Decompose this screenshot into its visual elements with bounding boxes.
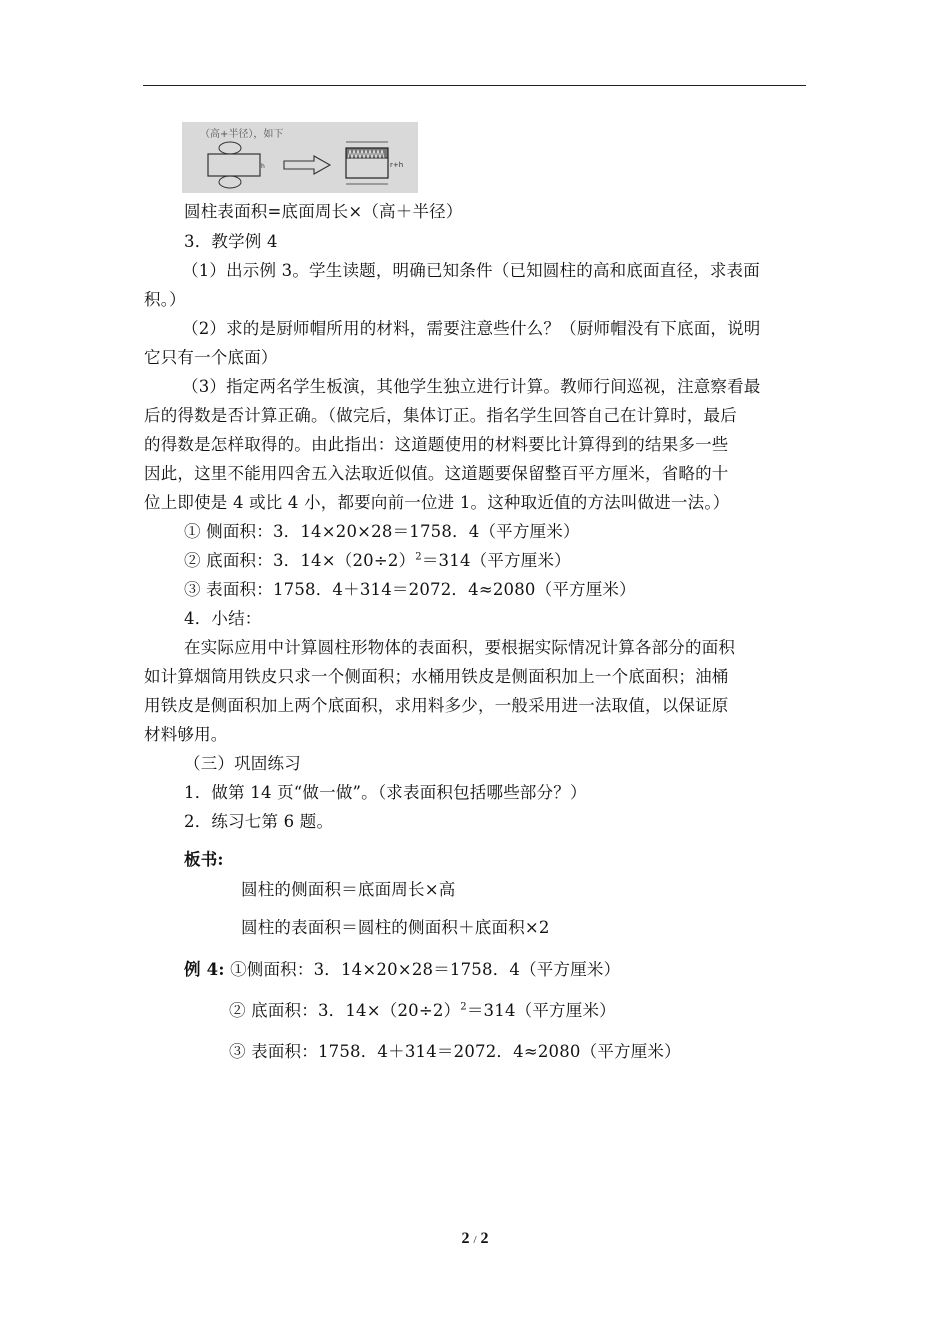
text-line: 的得数是怎样取得的。由此指出：这道题使用的材料要比计算得到的结果多一些 — [144, 435, 729, 454]
svg-text:r+h: r+h — [390, 161, 404, 169]
text-line: （3）指定两名学生板演，其他学生独立进行计算。教师行间巡视，注意察看最 — [182, 377, 761, 396]
section-heading: （三）巩固练习 — [184, 754, 301, 773]
text-line: 位上即使是 4 或比 4 小，都要向前一位进 1。这种取近值的方法叫做进一法。） — [144, 493, 730, 512]
text-line: （2）求的是厨师帽所用的材料，需要注意些什么？（厨师帽没有下底面，说明 — [182, 319, 761, 338]
text-line: 1．做第 14 页“做一做”。（求表面积包括哪些部分？） — [184, 783, 587, 802]
example-line: ③ 表面积：1758．4＋314＝2072．4≈2080（平方厘米） — [229, 1042, 681, 1061]
board-title: 板书: — [184, 850, 224, 869]
board-formula: 圆柱的侧面积＝底面周长×高 — [241, 880, 456, 899]
header-rule — [143, 85, 806, 86]
text-line: 2．练习七第 6 题。 — [184, 812, 334, 831]
text-line: 用铁皮是侧面积加上两个底面积，求用料多少，一般采用进一法取值，以保证原 — [144, 696, 729, 715]
board-formula: 圆柱的表面积＝圆柱的侧面积＋底面积×2 — [241, 918, 550, 937]
text-line: 材料够用。 — [144, 725, 228, 744]
example-label: 例 4: — [184, 960, 225, 979]
text-line: 后的得数是否计算正确。（做完后，集体订正。指名学生回答自己在计算时，最后 — [144, 406, 737, 425]
page-number: 2 / 2 — [461, 1230, 489, 1247]
example-line: ② 底面积：3．$14\times(20\div 2)^2=314$（平方厘米） — [229, 1001, 616, 1020]
svg-text:h: h — [261, 163, 265, 170]
figure-caption: （高+半径），如下 — [200, 129, 284, 140]
text-line: 它只有一个底面） — [144, 348, 278, 367]
section-heading: 4．小结： — [184, 609, 262, 628]
calc-line: ② 底面积：3．$14\times(20\div 2)^2=314$（平方厘米） — [184, 551, 571, 570]
text-line: 在实际应用中计算圆柱形物体的表面积，要根据实际情况计算各部分的面积 — [184, 638, 736, 657]
calc-line: ① 侧面积：3．14×20×28＝1758．4（平方厘米） — [184, 522, 580, 541]
example-line: 例 4: ①侧面积：3．14×20×28＝1758．4（平方厘米） — [184, 960, 621, 979]
text-line: 圆柱表面积=底面周长×（高＋半径） — [184, 202, 463, 221]
text-line: 积。） — [144, 290, 186, 309]
cylinder-unfold-figure — [182, 122, 418, 193]
text-line: 因此，这里不能用四舍五入法取近似值。这道题要保留整百平方厘米，省略的十 — [144, 464, 729, 483]
section-heading: 3．教学例 4 — [184, 232, 278, 251]
text-line: 如计算烟筒用铁皮只求一个侧面积；水桶用铁皮是侧面积加上一个底面积；油桶 — [144, 667, 729, 686]
calc-line: ③ 表面积：1758．4＋314＝2072．4≈2080（平方厘米） — [184, 580, 636, 599]
text-line: （1）出示例 3。学生读题，明确已知条件（已知圆柱的高和底面直径，求表面 — [182, 261, 760, 280]
